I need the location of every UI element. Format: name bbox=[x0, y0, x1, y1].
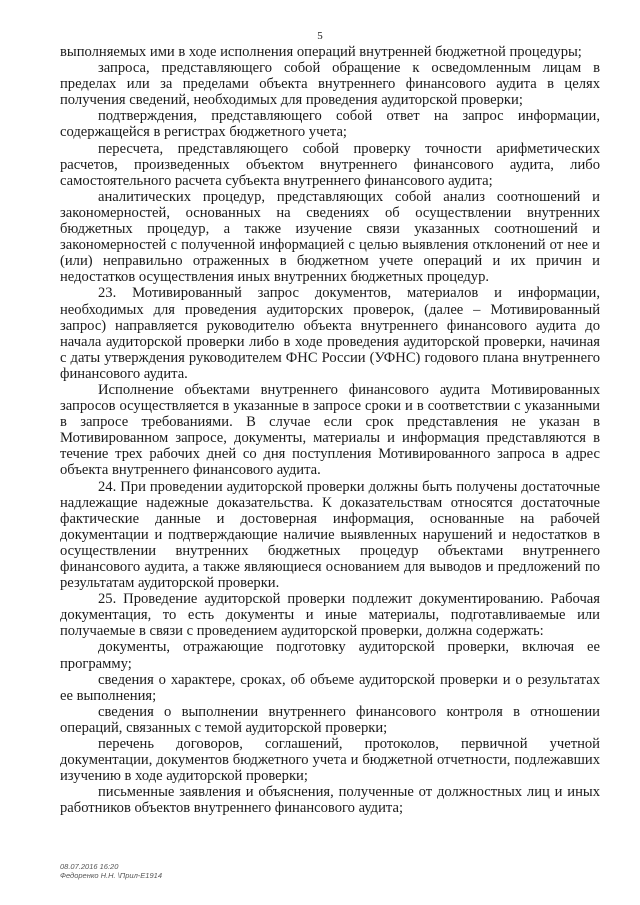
page-number: 5 bbox=[317, 30, 323, 42]
paragraph: Исполнение объектами внутреннего финансового аудита Мотивированных запросов осуществляется в указанные в запросе сроки и в соответствии с указанными в запросе требованиями. В случае если срок представления не указан в Мотивированном запросе, документы, материалы и информация представляются в течение трех рабочих дней со дня поступления Мотивированного запроса в адрес объекта внутреннего финансового аудита. bbox=[60, 381, 600, 479]
paragraph: документы, отражающие подготовку аудиторской проверки, включая ее программу; bbox=[60, 639, 600, 672]
paragraph: сведения о характере, сроках, об объеме аудиторской проверки и о результатах ее выполнения; bbox=[60, 671, 600, 704]
paragraph: аналитических процедур, представляющих собой анализ соотношений и закономерностей, основанных на сведениях об осуществлении внутренних бюджетных процедур, а также изучение связи указанных соотношений и закономерностей с полученной информацией с целью выявления отклонений от нее и (или) неправильно отраженных в бюджетном учете операций и их причин и недостатков осуществления иных внутренних бюджетных процедур. bbox=[60, 188, 600, 286]
document-footer bbox=[60, 862, 162, 880]
paragraph-item-24: 24. При проведении аудиторской проверки должны быть получены достаточные надлежащие надежные доказательства. К доказательствам относятся достаточные фактические данные и достоверная информация, основанные на рабочей документации и подтверждающие наличие выявленных нарушений и недостатков в осуществлении внутренних бюджетных процедур объектами внутреннего финансового аудита, а также являющиеся основанием для выводов и предложений по результатам аудиторской проверки. bbox=[60, 478, 600, 592]
paragraph: запроса, представляющего собой обращение к осведомленным лицам в пределах или за пределами объекта внутреннего финансового аудита в целях получения сведений, необходимых для проведения аудиторской проверки; bbox=[60, 60, 600, 109]
paragraph: пересчета, представляющего собой проверку точности арифметических расчетов, произведенных объектом внутреннего финансового аудита, либо самостоятельного расчета субъекта внутреннего финансового аудита; bbox=[60, 140, 600, 189]
paragraph: письменные заявления и объяснения, полученные от должностных лиц и иных работников объектов внутреннего финансового аудита; bbox=[60, 784, 600, 817]
paragraph-item-23: 23. Мотивированный запрос документов, материалов и информации, необходимых для проведения аудиторских проверок, (далее – Мотивированный запрос) направляется руководителю объекта внутреннего финансового аудита до начала аудиторской проверки либо в ходе проведения аудиторской проверки, начиная с даты утверждения руководителем ФНС России (УФНС) годового плана внутреннего финансового аудита. bbox=[60, 285, 600, 382]
paragraph: подтверждения, представляющего собой ответ на запрос информации, содержащейся в регистрах бюджетного учета; bbox=[60, 108, 600, 141]
paragraph: перечень договоров, соглашений, протоколов, первичной учетной документации, документов бюджетного учета и бюджетной отчетности, подлежавших изучению в ходе аудиторской проверки; bbox=[60, 736, 600, 785]
paragraph-item-25: 25. Проведение аудиторской проверки подлежит документированию. Рабочая документация, то есть документы и иные материалы, подготавливаемые или получаемые в связи с проведением аудиторской проверки, должна содержать: bbox=[60, 591, 600, 640]
footer-timestamp: 08.07.2016 16:20 bbox=[60, 862, 119, 871]
footer-file-reference: Федоренко Н.Н. \Прил-E1914 bbox=[60, 871, 162, 880]
paragraph: выполняемых ими в ходе исполнения операций внутренней бюджетной процедуры; bbox=[60, 44, 582, 60]
paragraph: сведения о выполнении внутреннего финансового контроля в отношении операций, связанных с темой аудиторской проверки; bbox=[60, 703, 600, 736]
document-body bbox=[60, 44, 600, 817]
